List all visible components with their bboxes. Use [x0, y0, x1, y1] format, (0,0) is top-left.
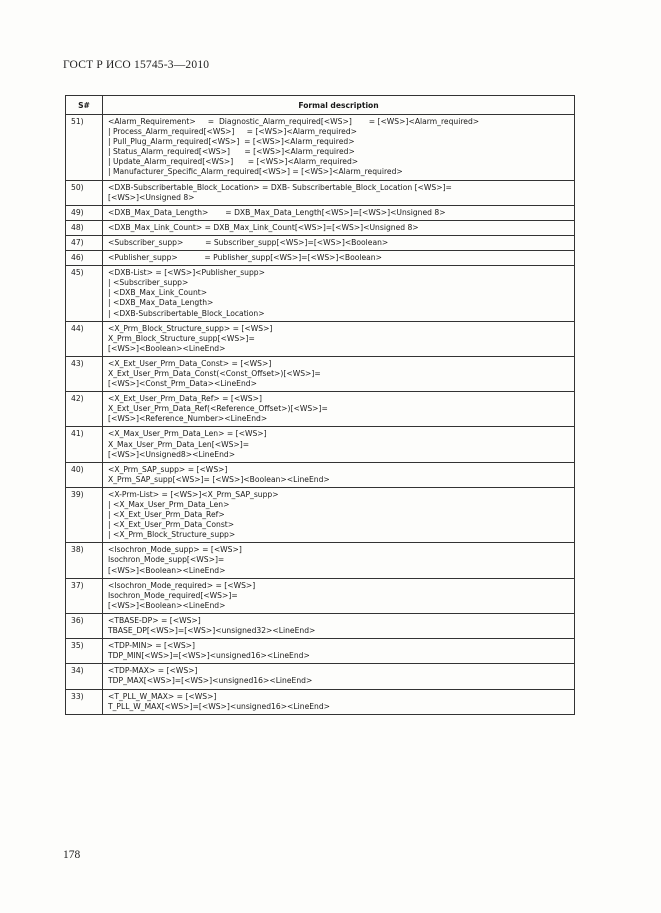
table-row [66, 613, 575, 638]
row-number: 45) [66, 266, 103, 321]
table-row [66, 356, 575, 391]
page-number: 178 [63, 849, 81, 861]
column-header-number: S# [66, 96, 103, 115]
table-row [66, 235, 575, 250]
table-row [66, 115, 575, 181]
formal-description-cell [103, 235, 575, 250]
formal-description-cell [103, 639, 575, 664]
description-line: <DXB-List> = [<WS>]<Publisher_supp> [108, 268, 265, 278]
description-line: TDP_MIN[<WS>]=[<WS>]<unsigned16><LineEnd> [108, 651, 310, 661]
description-line: | Pull_Plug_Alarm_required[<WS>] = [<WS>]<Alarm_required> [108, 137, 355, 147]
table-row [66, 392, 575, 427]
description-line: <TDP-MAX> = [<WS>] [108, 666, 198, 676]
description-line: | Manufacturer_Specific_Alarm_required[<WS>] = [<WS>]<Alarm_required> [108, 167, 403, 177]
description-line: TBASE_DP[<WS>]=[<WS>]<unsigned32><LineEnd> [108, 626, 316, 636]
row-number: 48) [66, 220, 103, 235]
description-line: | <DXB_Max_Data_Length> [108, 298, 214, 308]
description-line: X_Prm_SAP_supp[<WS>]= [<WS>]<Boolean><LineEnd> [108, 474, 330, 484]
row-number: 49) [66, 205, 103, 220]
table-row [66, 487, 575, 542]
formal-description-cell [103, 462, 575, 487]
description-line: <TDP-MIN> = [<WS>] [108, 641, 196, 651]
description-line: <Publisher_supp> = Publisher_supp[<WS>]=[<WS>]<Boolean> [108, 253, 382, 263]
description-line: Isochron_Mode_required[<WS>]= [108, 590, 238, 600]
row-number: 36) [66, 613, 103, 638]
description-line: <TBASE-DP> = [<WS>] [108, 615, 201, 625]
description-line: <DXB_Max_Data_Length> = DXB_Max_Data_Length[<WS>]=[<WS>]<Unsigned 8> [108, 207, 446, 217]
description-line: Isochron_Mode_supp[<WS>]= [108, 555, 225, 565]
table-row [66, 639, 575, 664]
table-row [66, 205, 575, 220]
description-line: <DXB-Subscribertable_Block_Location> = DXB- Subscribertable_Block_Location [<WS>]= [108, 182, 452, 192]
description-line: [<WS>]<Reference_Number><LineEnd> [108, 414, 268, 424]
formal-description-cell [103, 543, 575, 578]
description-line: <X_Max_User_Prm_Data_Len> = [<WS>] [108, 429, 267, 439]
row-number: 43) [66, 356, 103, 391]
formal-description-cell [103, 115, 575, 181]
table-row [66, 427, 575, 462]
formal-description-cell [103, 180, 575, 205]
description-line: [<WS>]<Boolean><LineEnd> [108, 600, 226, 610]
page-header: ГОСТ Р ИСО 15745-3—2010 [63, 59, 210, 71]
description-line: | <DXB-Subscribertable_Block_Location> [108, 308, 265, 318]
row-number: 44) [66, 321, 103, 356]
formal-description-cell [103, 356, 575, 391]
description-line: | <X_Prm_Block_Structure_supp> [108, 530, 236, 540]
table-header-row [66, 96, 575, 115]
description-line: <DXB_Max_Link_Count> = DXB_Max_Link_Count[<WS>]=[<WS>]<Unsigned 8> [108, 222, 419, 232]
row-number: 47) [66, 235, 103, 250]
description-line: X_Ext_User_Prm_Data_Ref(<Reference_Offset>)[<WS>]= [108, 404, 328, 414]
description-line: <Subscriber_supp> = Subscriber_supp[<WS>]=[<WS>]<Boolean> [108, 237, 389, 247]
description-line: <X_Ext_User_Prm_Data_Ref> = [<WS>] [108, 394, 262, 404]
formal-description-table [65, 95, 575, 715]
table-row [66, 251, 575, 266]
formal-description-cell [103, 613, 575, 638]
description-line: <X_Prm_Block_Structure_supp> = [<WS>] [108, 323, 273, 333]
column-header-formal-description: Formal description [103, 96, 575, 115]
description-line: | Update_Alarm_required[<WS>] = [<WS>]<Alarm_required> [108, 157, 359, 167]
row-number: 41) [66, 427, 103, 462]
table-row [66, 266, 575, 321]
description-line: [<WS>]<Const_Prm_Data><LineEnd> [108, 379, 257, 389]
formal-description-cell [103, 487, 575, 542]
description-line: T_PLL_W_MAX[<WS>]=[<WS>]<unsigned16><LineEnd> [108, 701, 331, 711]
row-number: 51) [66, 115, 103, 181]
row-number: 37) [66, 578, 103, 613]
description-line: X_Ext_User_Prm_Data_Const(<Const_Offset>)[<WS>]= [108, 368, 321, 378]
description-line: X_Prm_Block_Structure_supp[<WS>]= [108, 333, 255, 343]
row-number: 33) [66, 689, 103, 714]
description-line: [<WS>]<Boolean><LineEnd> [108, 565, 226, 575]
formal-description-cell [103, 578, 575, 613]
formal-description-cell [103, 427, 575, 462]
description-line: <Alarm_Requirement> = Diagnostic_Alarm_required[<WS>] = [<WS>]<Alarm_required> [108, 117, 480, 126]
row-number: 42) [66, 392, 103, 427]
description-line: [<WS>]<Unsigned 8> [108, 192, 195, 202]
description-line: <T_PLL_W_MAX> = [<WS>] [108, 691, 217, 701]
description-line: [<WS>]<Unsigned8><LineEnd> [108, 449, 236, 459]
table-row [66, 578, 575, 613]
description-line: | <X_Max_User_Prm_Data_Len> [108, 500, 230, 509]
description-line: <Isochron_Mode_supp> = [<WS>] [108, 545, 242, 555]
formal-description-cell [103, 392, 575, 427]
row-number: 50) [66, 180, 103, 205]
formal-description-cell [103, 664, 575, 689]
table-row [66, 543, 575, 578]
row-number: 35) [66, 639, 103, 664]
formal-description-cell [103, 205, 575, 220]
description-line: X_Max_User_Prm_Data_Len[<WS>]= [108, 439, 250, 449]
description-line: | Status_Alarm_required[<WS>] = [<WS>]<Alarm_required> [108, 147, 355, 157]
formal-description-cell [103, 251, 575, 266]
description-line: TDP_MAX[<WS>]=[<WS>]<unsigned16><LineEnd> [108, 676, 313, 686]
description-line: | <X_Ext_User_Prm_Data_Const> [108, 520, 235, 530]
formal-description-cell [103, 266, 575, 321]
description-line: | <X_Ext_User_Prm_Data_Ref> [108, 510, 225, 520]
table-row [66, 220, 575, 235]
formal-description-cell [103, 689, 575, 714]
table-row [66, 462, 575, 487]
formal-description-cell [103, 321, 575, 356]
table-row [66, 321, 575, 356]
description-line: <X_Ext_User_Prm_Data_Const> = [<WS>] [108, 358, 272, 368]
description-line: | Process_Alarm_required[<WS>] = [<WS>]<Alarm_required> [108, 127, 358, 137]
table-body [66, 115, 575, 715]
table-row [66, 664, 575, 689]
row-number: 38) [66, 543, 103, 578]
row-number: 40) [66, 462, 103, 487]
row-number: 39) [66, 487, 103, 542]
description-line: [<WS>]<Boolean><LineEnd> [108, 343, 226, 353]
description-line: | <DXB_Max_Link_Count> [108, 288, 208, 298]
table-row [66, 180, 575, 205]
description-line: | <Subscriber_supp> [108, 278, 189, 288]
table-row [66, 689, 575, 714]
row-number: 46) [66, 251, 103, 266]
row-number: 34) [66, 664, 103, 689]
description-line: <X-Prm-List> = [<WS>]<X_Prm_SAP_supp> [108, 489, 279, 499]
description-line: <Isochron_Mode_required> = [<WS>] [108, 580, 256, 590]
description-line: <X_Prm_SAP_supp> = [<WS>] [108, 464, 228, 474]
formal-description-cell [103, 220, 575, 235]
